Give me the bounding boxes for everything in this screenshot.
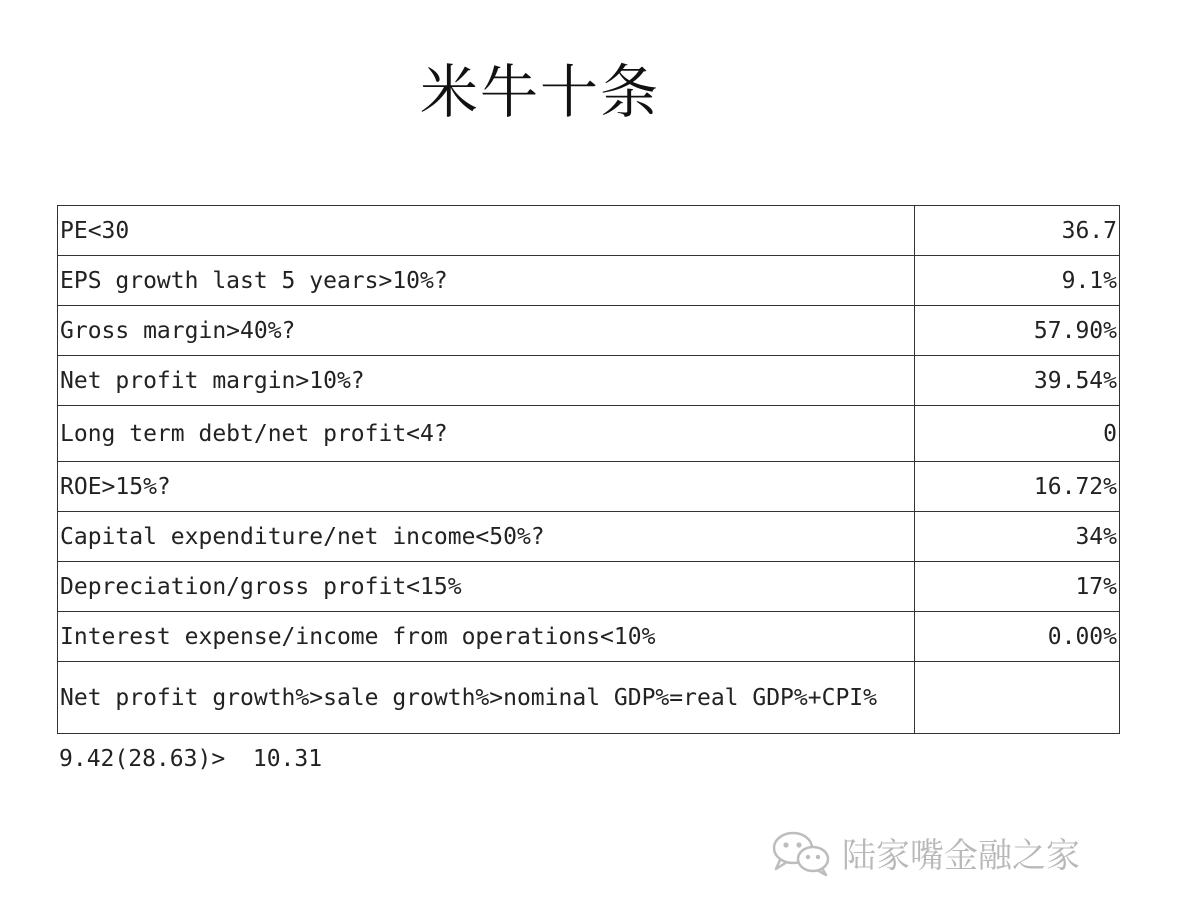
criterion-cell: Depreciation/gross profit<15% — [58, 562, 915, 612]
criterion-cell: Long term debt/net profit<4? — [58, 406, 915, 462]
table-row — [58, 206, 1120, 256]
criterion-cell: Interest expense/income from operations<10% — [58, 612, 915, 662]
value-cell: 16.72% — [915, 462, 1120, 512]
criterion-cell: Net profit growth%>sale growth%>nominal GDP%=real GDP%+CPI% — [58, 662, 915, 734]
table-row — [58, 306, 1120, 356]
table-row — [58, 406, 1120, 462]
table-row — [58, 462, 1120, 512]
table-row — [58, 612, 1120, 662]
criteria-table — [57, 205, 1120, 734]
value-cell: 9.1% — [915, 256, 1120, 306]
page-title: 米牛十条 — [420, 58, 661, 126]
criterion-cell: Capital expenditure/net income<50%? — [58, 512, 915, 562]
table-row — [58, 662, 1120, 734]
watermark-text: 陆家嘴金融之家 — [842, 836, 1080, 876]
value-cell: 0.00% — [915, 612, 1120, 662]
value-cell — [915, 662, 1120, 734]
value-cell: 0 — [915, 406, 1120, 462]
value-cell: 17% — [915, 562, 1120, 612]
table-row — [58, 256, 1120, 306]
watermark — [770, 828, 1080, 877]
criterion-cell: PE<30 — [58, 206, 915, 256]
value-cell: 34% — [915, 512, 1120, 562]
criterion-cell: ROE>15%? — [58, 462, 915, 512]
criterion-cell: Gross margin>40%? — [58, 306, 915, 356]
table-row — [58, 562, 1120, 612]
value-cell: 39.54% — [915, 356, 1120, 406]
table-row — [58, 356, 1120, 406]
table-row — [58, 512, 1120, 562]
value-cell: 57.90% — [915, 306, 1120, 356]
criterion-cell: EPS growth last 5 years>10%? — [58, 256, 915, 306]
criterion-cell: Net profit margin>10%? — [58, 356, 915, 406]
footnote: 9.42(28.63)> 10.31 — [59, 746, 323, 772]
value-cell: 36.7 — [915, 206, 1120, 256]
wechat-icon — [770, 829, 832, 877]
